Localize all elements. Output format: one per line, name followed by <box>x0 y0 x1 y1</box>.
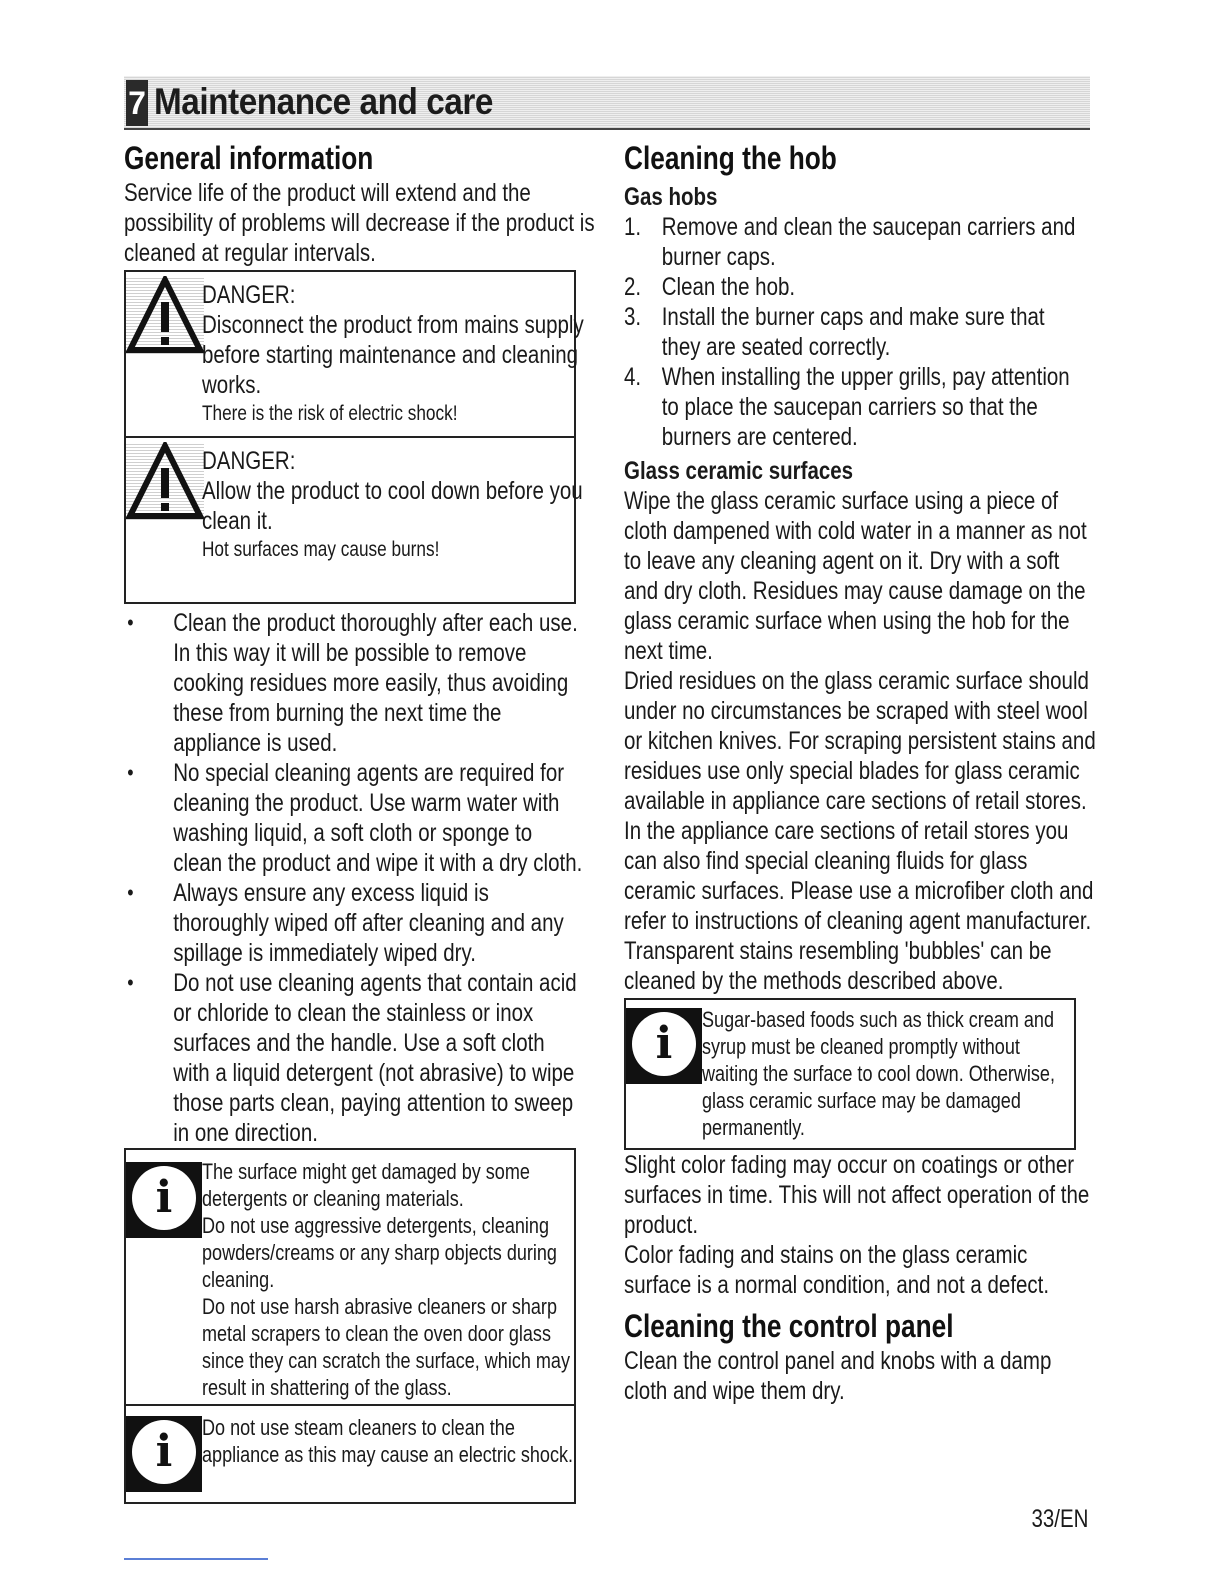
warning-triangle-icon <box>126 442 204 520</box>
step-text: Remove and clean the saucepan carriers and burner caps. <box>661 213 1076 271</box>
right-column <box>624 138 1094 1406</box>
page-number-text: 33/EN <box>1031 1505 1088 1533</box>
danger-title: DANGER: <box>202 447 296 475</box>
info-text: The surface might get damaged by some detergents or cleaning materials. <box>202 1159 530 1211</box>
warning-triangle-icon <box>126 276 204 354</box>
info-text: Do not use aggressive detergents, cleaning powders/creams or any sharp objects during cleaning. <box>202 1213 557 1292</box>
info-notice <box>124 1148 576 1406</box>
list-item <box>624 272 1083 302</box>
info-notice <box>124 1406 576 1504</box>
chapter-banner <box>124 76 1090 130</box>
list-item <box>624 362 1083 452</box>
general-information-heading: General information <box>124 140 374 176</box>
info-text: Sugar-based foods such as thick cream and syrup must be cleaned promptly without waiting the surface to cool down. Otherwise, glass ceramic surface may be damaged permanently. <box>702 1007 1055 1140</box>
list-item: • Always ensure any excess liquid is thoroughly wiped off after cleaning and any spillage is immediately wiped dry. <box>124 878 583 968</box>
danger-body: Allow the product to cool down before you clean it. <box>202 477 583 535</box>
cleaning-control-panel-heading: Cleaning the control panel <box>624 1308 954 1344</box>
danger-notice <box>126 272 584 436</box>
step-number: 2. <box>624 273 642 301</box>
info-icon: i <box>126 1162 202 1238</box>
danger-title: DANGER: <box>202 281 296 309</box>
chapter-number: 7 <box>126 80 148 126</box>
step-number: 4. <box>624 363 642 391</box>
left-column <box>124 138 596 1504</box>
step-text: Install the burner caps and make sure that they are seated correctly. <box>661 303 1045 361</box>
page-number <box>1019 1504 1088 1534</box>
step-number: 1. <box>624 213 642 241</box>
list-item: • Do not use cleaning agents that contain acid or chloride to clean the stainless or inox surfaces and the handle. Use a soft cloth with a liquid detergent (not abrasive) to wipe those parts clean, paying attention to sweep in one direction. <box>124 968 583 1148</box>
list-item <box>624 212 1083 272</box>
list-item: • Clean the product thoroughly after each use. In this way it will be possible to remove cooking residues more easily, thus avoiding these from burning the next time the appliance is used. <box>124 608 583 758</box>
danger-notices <box>124 270 584 604</box>
chapter-title: Maintenance and care <box>154 81 493 122</box>
glass-ceramic-text: Color fading and stains on the glass ceramic surface is a normal condition, and not a defect. <box>624 1241 1050 1299</box>
general-information-intro: Service life of the product will extend and the possibility of problems will decrease if the product is cleaned at regular intervals. <box>124 179 595 267</box>
gas-hobs-heading: Gas hobs <box>624 183 718 211</box>
glass-ceramic-text: Slight color fading may occur on coatings or other surfaces in time. This will not affect operation of the product. <box>624 1151 1090 1239</box>
cleaning-tips-list <box>124 608 583 1148</box>
footer-line <box>124 1558 268 1560</box>
control-panel-text: Clean the control panel and knobs with a damp cloth and wipe them dry. <box>624 1347 1052 1405</box>
danger-note: There is the risk of electric shock! <box>202 402 458 425</box>
info-notice <box>624 998 1076 1150</box>
info-text: Do not use steam cleaners to clean the appliance as this may cause an electric shock. <box>202 1415 574 1467</box>
glass-ceramic-heading: Glass ceramic surfaces <box>624 457 854 485</box>
cleaning-hob-heading: Cleaning the hob <box>624 140 837 176</box>
step-number: 3. <box>624 303 642 331</box>
danger-notice <box>126 436 583 602</box>
info-icon: i <box>626 1008 702 1084</box>
gas-hob-steps <box>624 212 1083 452</box>
list-item: • No special cleaning agents are required for cleaning the product. Use warm water with washing liquid, a soft cloth or sponge to clean the product and wipe it with a dry cloth. <box>124 758 583 878</box>
info-text: Do not use harsh abrasive cleaners or sharp metal scrapers to clean the oven door glass since they can scratch the surface, which may result in shattering of the glass. <box>202 1294 570 1400</box>
step-text: When installing the upper grills, pay attention to place the saucepan carriers so that the burners are centered. <box>661 363 1070 451</box>
glass-ceramic-text: Dried residues on the glass ceramic surface should under no circumstances be scraped with steel wool or kitchen knives. For scraping persistent stains and residues use only special blades for glass ceramic available in appliance care sections of retail stores. In the appliance care sections of retail stores you can also find special cleaning fluids for glass ceramic surfaces. Please use a microfiber cloth and refer to instructions of cleaning agent manufacturer. Transparent stains resembling 'bubbles' can be cleaned by the methods described above. <box>624 667 1096 995</box>
danger-body: Disconnect the product from mains supply before starting maintenance and cleaning works. <box>202 311 584 399</box>
list-item <box>624 302 1083 362</box>
danger-note: Hot surfaces may cause burns! <box>202 538 440 561</box>
info-icon: i <box>126 1416 202 1492</box>
step-text: Clean the hob. <box>661 273 796 301</box>
glass-ceramic-text: Wipe the glass ceramic surface using a piece of cloth dampened with cold water in a manner as not to leave any cleaning agent on it. Dry with a soft and dry cloth. Residues may cause damage on the glass ceramic surface when using the hob for the next time. <box>624 487 1087 665</box>
